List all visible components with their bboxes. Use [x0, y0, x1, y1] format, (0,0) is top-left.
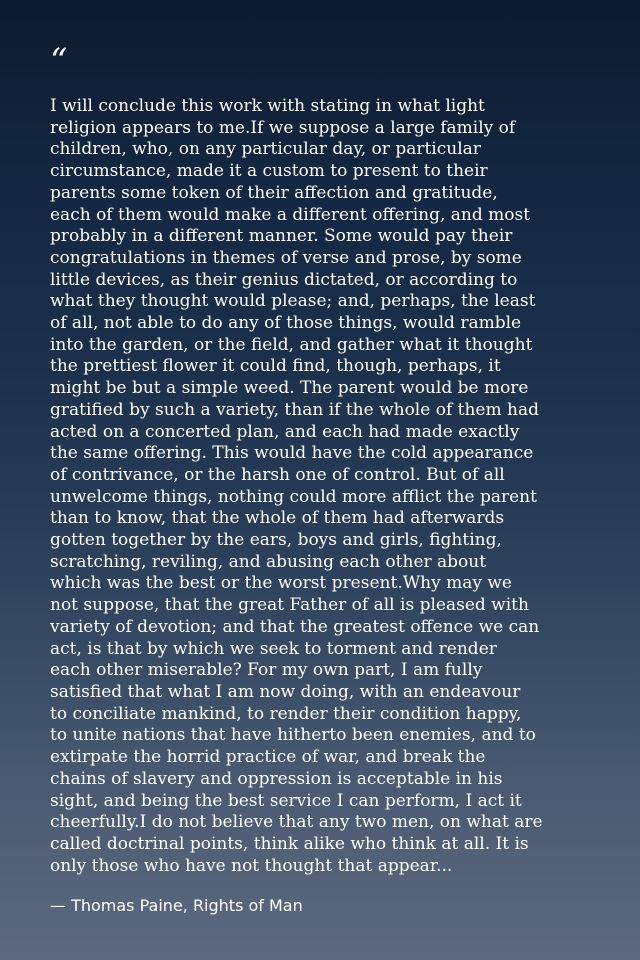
- quote-text: I will conclude this work with stating in what light religion appears to me.If we suppose a large family of children, who, on any particular day, or particular circumstance, made it a custom to present to their parents some token of their affection and gratitude, each of them would make a different offering, and most probably in a different manner. Some would pay their congratulations in themes of verse and prose, by some little devices, as their genius dictated, or according to what they thought would please; and, perhaps, the least of all, not able to do any of those things, would ramble into the garden, or the field, and gather what it thought the prettiest flower it could find, though, perhaps, it might be but a simple weed. The parent would be more gratified by such a variety, than if the whole of them had acted on a concerted plan, and each had made exactly the same offering. This would have the cold appearance of contrivance, or the harsh one of control. But of all unwelcome things, nothing could more afflict the parent than to know, that the whole of them had afterwards gotten together by the ears, boys and girls, fighting, scratching, reviling, and abusing each other about which was the best or the worst present.Why may we not suppose, that the great Father of all is pleased with variety of devotion; and that the greatest offence we can act, is that by which we seek to torment and render each other miserable? For my own part, I am fully satisfied that what I am now doing, with an endeavour to conciliate mankind, to render their condition happy, to unite nations that have hitherto been enemies, and to extirpate the horrid practice of war, and break the chains of slavery and oppression is acceptable in his sight, and being the best service I can perform, I act it cheerfully.I do not believe that any two men, on what are called doctrinal points, think alike who think at all. It is only those who have not thought that appear...: [50, 96, 543, 876]
- quote-card: [50, 41, 600, 877]
- quote-mark-icon: “: [50, 41, 68, 81]
- quote-attribution: — Thomas Paine, Rights of Man: [50, 896, 303, 915]
